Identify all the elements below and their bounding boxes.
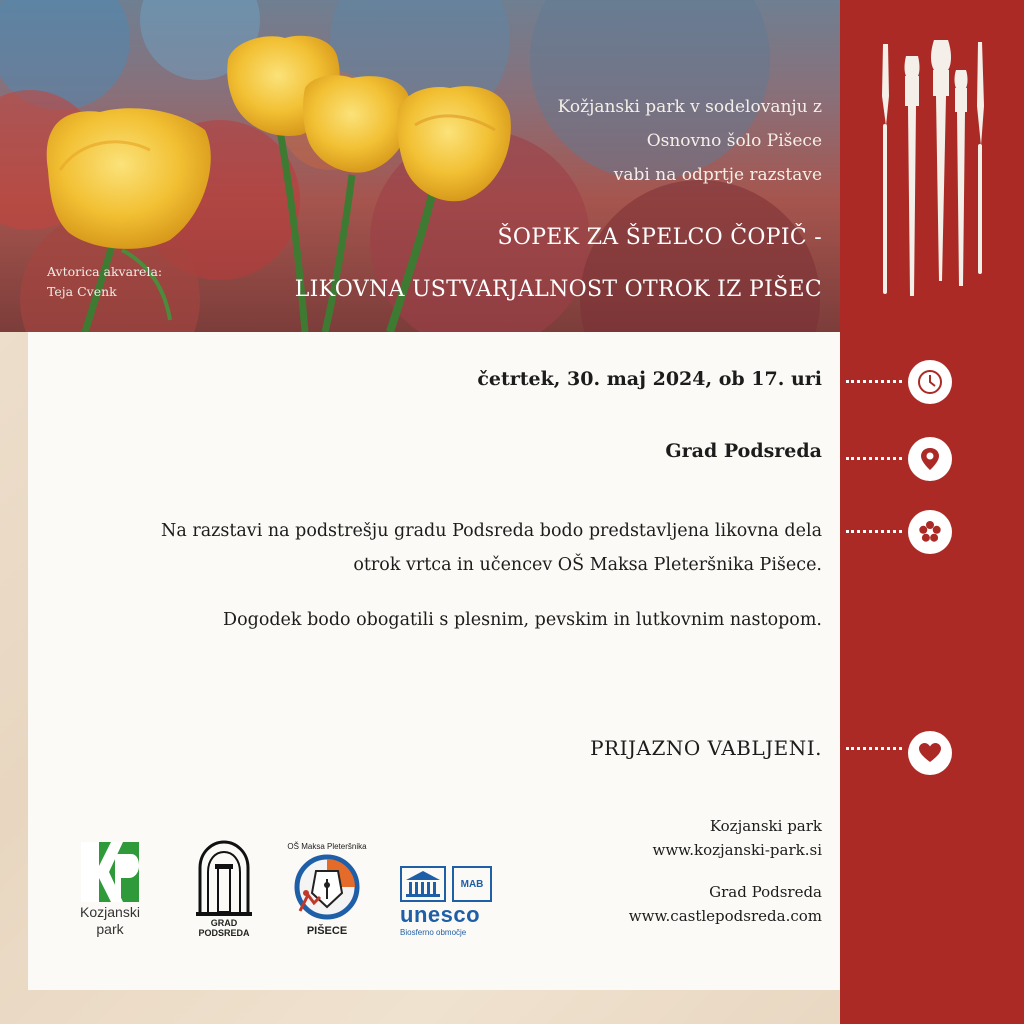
school-name: PIŠECE	[306, 925, 348, 937]
title-line: ŠOPEK ZA ŠPELCO ČOPIČ -	[497, 225, 822, 250]
kp-mark-icon	[75, 840, 145, 904]
event-location: Grad Podsreda	[665, 440, 822, 462]
unesco-wordmark: unesco	[400, 902, 481, 927]
school-pisece-logo	[286, 842, 368, 937]
event-description	[122, 514, 822, 582]
unesco-temple-icon	[400, 866, 446, 902]
contacts	[629, 814, 822, 928]
school-ring-text: OŠ Maksa Pleteršnika	[287, 842, 367, 851]
intro-text	[442, 90, 822, 192]
contact-name: Grad Podsreda	[709, 883, 822, 901]
credit-line: Teja Cvenk	[47, 284, 117, 299]
paintbrushes-icon	[870, 36, 990, 306]
intro-line: Kožjanski park v sodelovanju z	[557, 97, 822, 117]
location-pin-icon	[908, 437, 952, 481]
heart-icon	[908, 731, 952, 775]
intro-line: vabi na odprtje razstave	[613, 165, 822, 185]
dotted-connector	[846, 457, 902, 460]
title-line: LIKOVNA USTVARJALNOST OTROK IZ PIŠEC	[294, 277, 822, 302]
flower-icon	[908, 510, 952, 554]
grad-podsreda-logo	[188, 838, 260, 938]
unesco-logo	[400, 866, 500, 937]
grad-label: GRAD	[210, 918, 238, 928]
event-datetime: četrtek, 30. maj 2024, ob 17. uri	[477, 368, 822, 390]
kozjanski-label: park	[96, 921, 124, 937]
contact-link[interactable]: www.castlepodsreda.com	[628, 907, 822, 925]
dotted-connector	[846, 747, 902, 750]
description-line: Na razstavi na podstrešju gradu Podsreda bodo predstavljena likovna dela	[161, 521, 822, 541]
clock-icon	[908, 360, 952, 404]
painting-credit	[47, 262, 162, 302]
credit-line: Avtorica akvarela:	[47, 264, 163, 279]
castle-arch-icon	[188, 838, 260, 918]
unesco-subtitle: Biosferno območje	[400, 928, 467, 937]
intro-line: Osnovno šolo Pišece	[646, 131, 822, 151]
contact-link[interactable]: www.kozjanski-park.si	[652, 841, 822, 859]
dotted-connector	[846, 380, 902, 383]
dotted-connector	[846, 530, 902, 533]
mab-box	[452, 866, 492, 902]
header-watercolor	[0, 0, 840, 332]
description-line: otrok vrtca in učencev OŠ Maksa Pleteršnika Pišece.	[353, 555, 822, 575]
grad-label: PODSREDA	[198, 928, 250, 938]
mab-label: MAB	[460, 878, 484, 890]
event-program: Dogodek bodo obogatili s plesnim, pevskim in lutkovnim nastopom.	[223, 610, 822, 630]
exhibition-title	[182, 212, 822, 316]
kozjanski-label: Kozjanski	[80, 904, 140, 920]
invitation-text: PRIJAZNO VABLJENI.	[590, 736, 822, 760]
kozjanski-park-logo	[70, 840, 150, 938]
contact-name: Kozjanski park	[709, 817, 822, 835]
school-emblem-icon	[286, 851, 368, 925]
